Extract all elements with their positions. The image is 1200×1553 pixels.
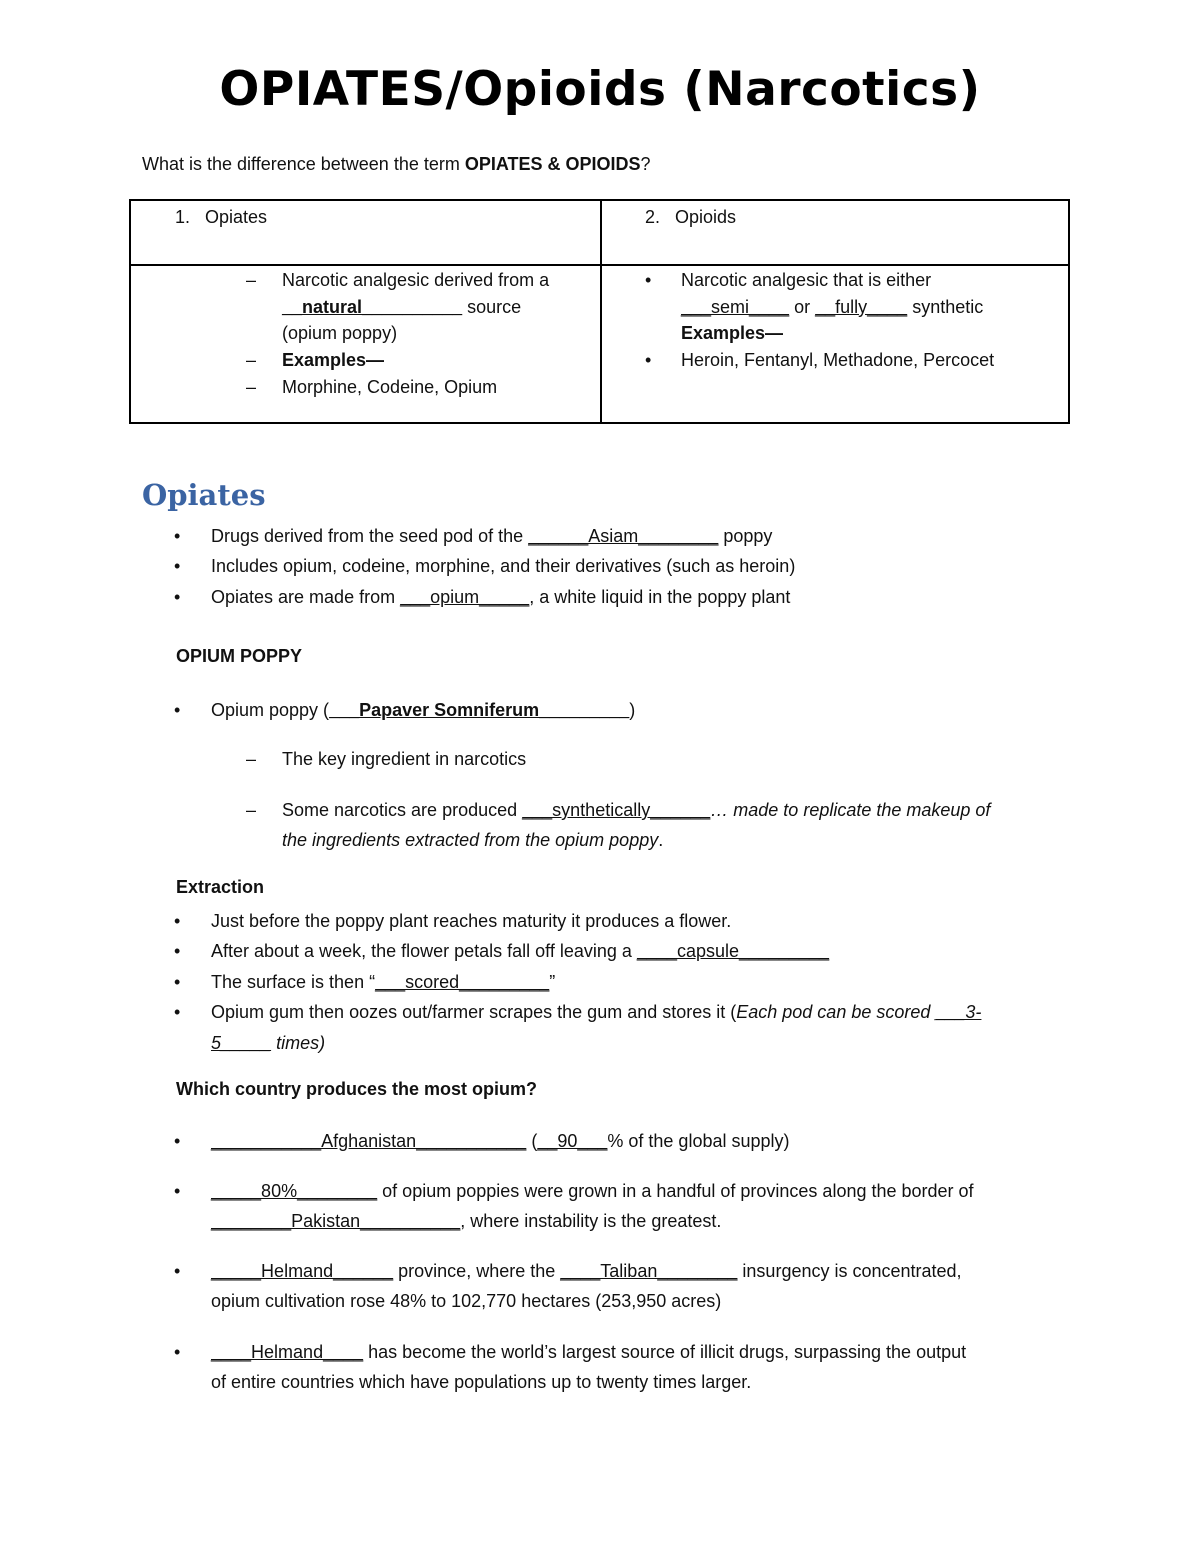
table-header-opiates: 1. Opiates — [175, 207, 268, 227]
opiates-def-marker: – — [246, 270, 257, 290]
opiates-heading: Opiates — [142, 478, 266, 512]
country-heading: Which country produces the most opium? — [176, 1079, 538, 1099]
opiates-definition: Narcotic analgesic derived from a __natural__________ source (opium poppy) — [282, 270, 550, 343]
opium-poppy-sublist — [170, 744, 526, 774]
list-item: • Includes opium, codeine, morphine, and their derivatives (such as heroin) — [174, 556, 796, 577]
country-list-3 — [170, 1256, 1070, 1317]
opioids-definition: Narcotic analgesic that is either ___semi____ or __fully____ synthetic Examples— — [681, 270, 984, 343]
list-item: • Just before the poppy plant reaches maturity it produces a flower. — [174, 911, 732, 931]
table-header-opioids: 2. Opioids — [645, 207, 737, 227]
list-item: • Opium poppy (___Papaver Somniferum_________) — [174, 700, 636, 720]
opioids-def-marker: • — [645, 270, 652, 290]
opium-poppy-heading: OPIUM POPPY — [176, 646, 303, 666]
list-item: – Some narcotics are produced ___synthetically______… made to replicate the makeup of the ingredients extracted from the opium poppy. — [246, 800, 991, 851]
comparison-table — [129, 199, 1070, 424]
list-item: • Opiates are made from ___opium_____, a white liquid in the poppy plant — [174, 586, 791, 607]
extraction-list — [170, 906, 1070, 1058]
list-item: • _____Helmand______ province, where the ____Taliban________ insurgency is concentrated, opium cultivation rose 48% to 102,770 hectares (253,950 acres) — [174, 1261, 962, 1312]
table-divider-horizontal — [131, 264, 1068, 266]
list-item: – The key ingredient in narcotics — [246, 749, 527, 769]
opiates-examples-label: Examples— — [282, 350, 385, 370]
country-list-1 — [170, 1126, 1070, 1156]
list-item: • ____Helmand____ has become the world’s largest source of illicit drugs, surpassing the output of entire countries which have populations up to twenty times larger. — [174, 1342, 967, 1393]
list-item: • The surface is then “___scored_________” — [174, 971, 556, 992]
opioids-examples-list: Heroin, Fentanyl, Methadone, Percocet — [681, 350, 995, 370]
list-item: • ___________Afghanistan___________ (__90___% of the global supply) — [174, 1131, 790, 1151]
opium-poppy-sublist-2 — [170, 795, 1070, 856]
list-item: • _____80%________ of opium poppies were grown in a handful of provinces along the border of ________Pakistan__________, where instability is the greatest. — [174, 1181, 974, 1232]
opiates-examples-list: Morphine, Codeine, Opium — [282, 377, 498, 397]
opioids-list-marker: • — [645, 350, 652, 370]
page-title: OPIATES/Opioids (Narcotics) — [219, 62, 981, 117]
intro-question: What is the difference between the term OPIATES & OPIOIDS? — [142, 154, 651, 174]
opium-poppy-list — [170, 695, 635, 725]
extraction-heading: Extraction — [176, 877, 265, 897]
table-divider-vertical — [600, 201, 602, 422]
list-item: • Drugs derived from the seed pod of the ______Asiam________ poppy — [174, 526, 773, 546]
opiates-examples-marker: – — [246, 350, 257, 370]
list-item: • After about a week, the flower petals fall off leaving a ____capsule_________ — [174, 941, 830, 962]
country-list-4 — [170, 1337, 1070, 1398]
opiates-list-marker: – — [246, 377, 257, 397]
country-list-2 — [170, 1176, 1070, 1237]
list-item: • Opium gum then oozes out/farmer scrapes the gum and stores it (Each pod can be scored ___3- 5_____ times) — [174, 1002, 982, 1053]
opiates-bullet-list — [170, 521, 795, 612]
